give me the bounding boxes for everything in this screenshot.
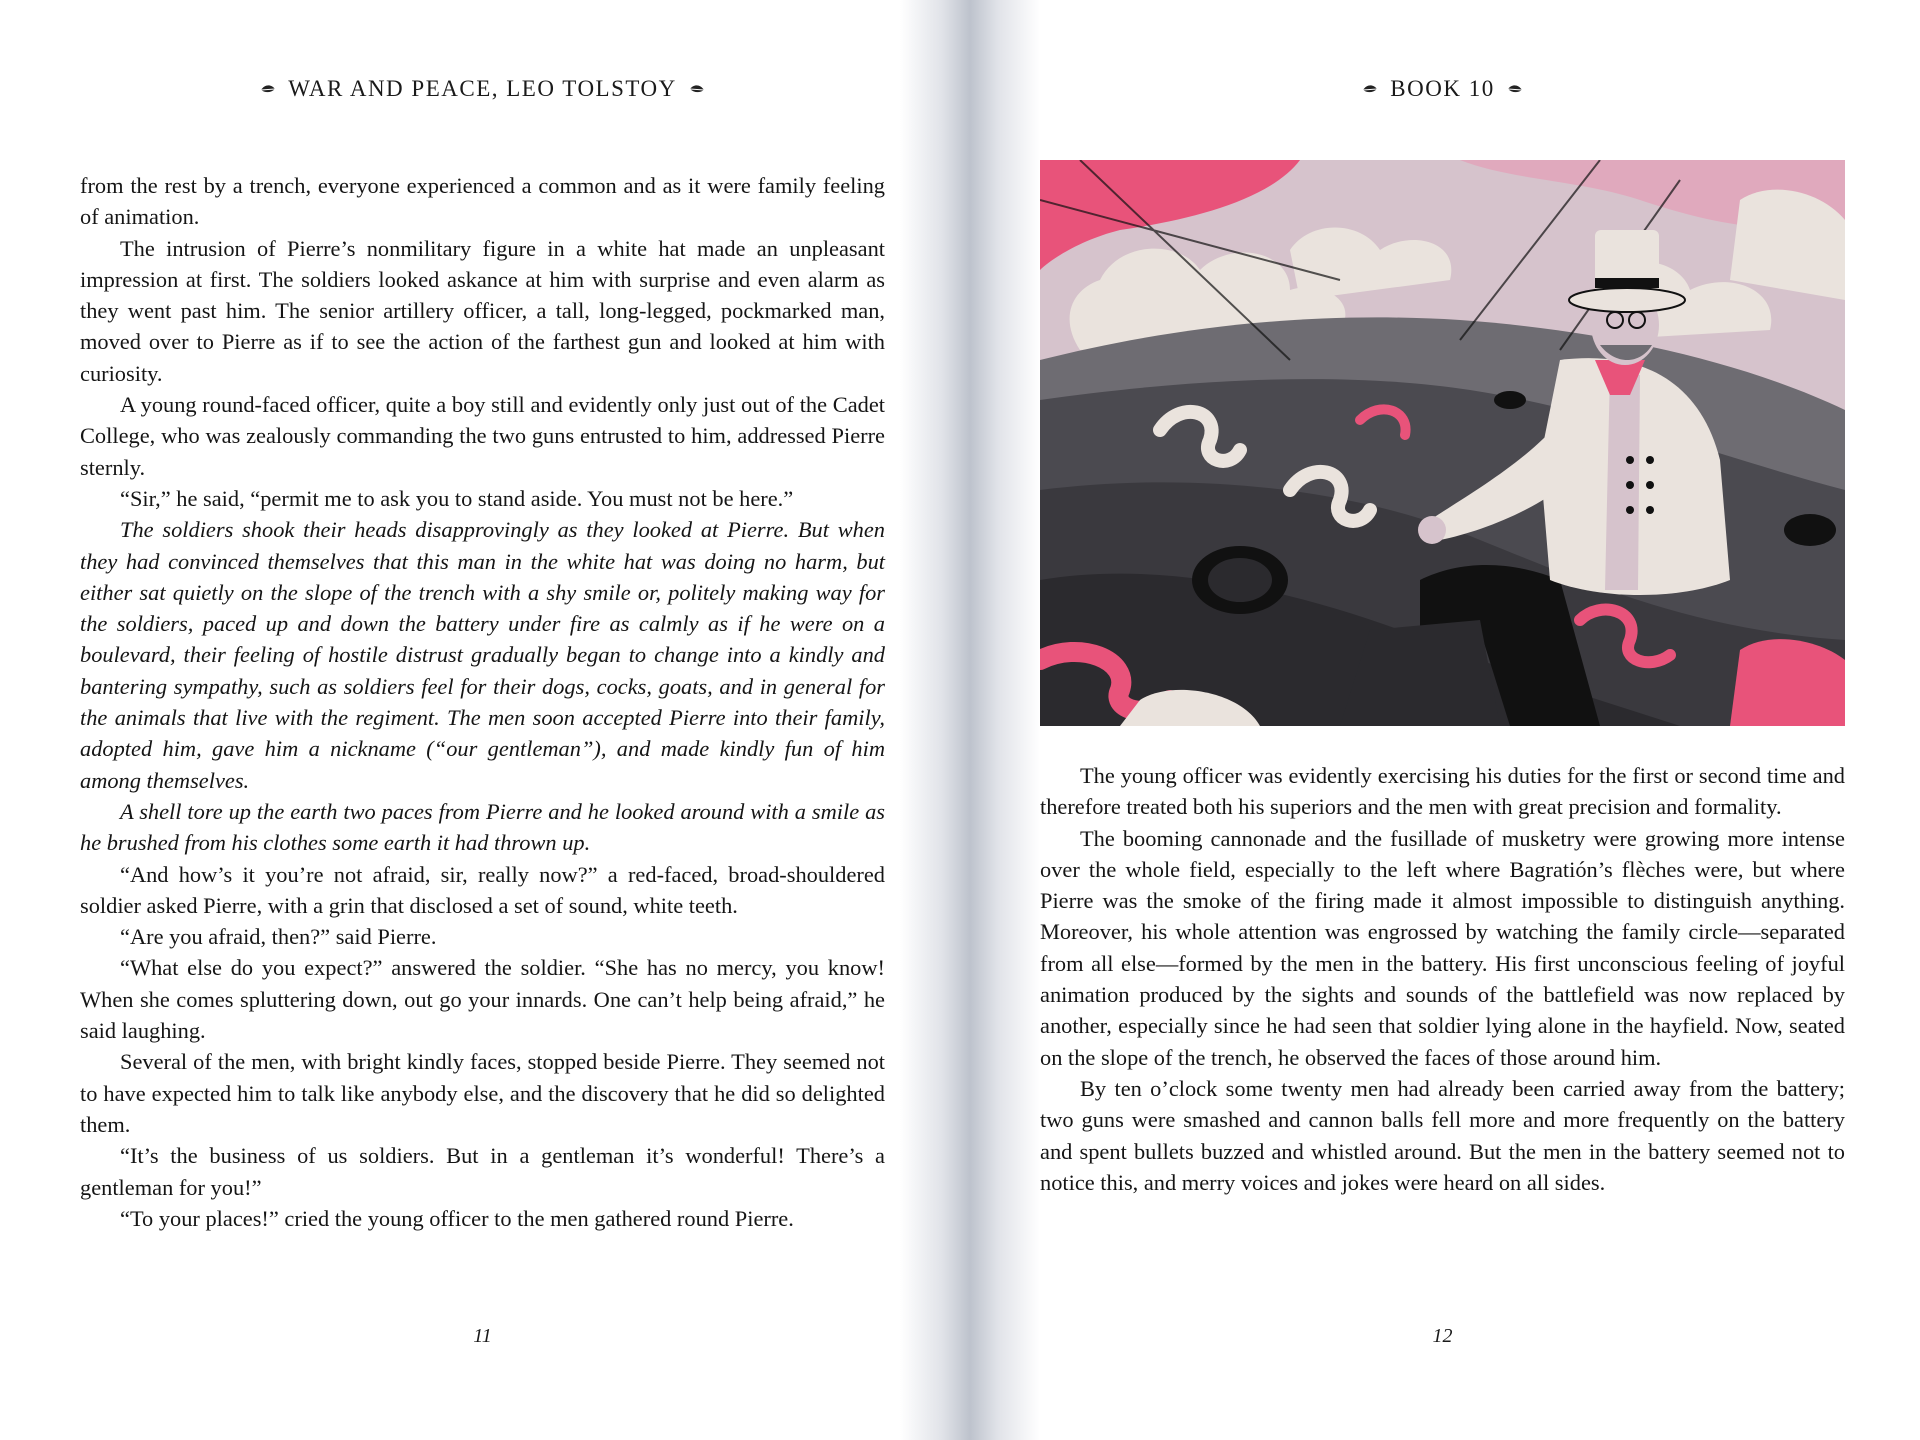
paragraph: The young officer was evidently exercising his duties for the first or second time and therefore treated both his superiors and the men with great precision and formality. — [1040, 763, 1845, 820]
right-page-body-text — [1040, 760, 1845, 1198]
paragraph: Several of the men, with bright kindly faces, stopped beside Pierre. They seemed not to have expected him to talk like anybody else, and the discovery that he did so delighted them. — [80, 1049, 885, 1137]
paragraph: “And how’s it you’re not afraid, sir, really now?” a red-faced, broad-shouldered soldier asked Pierre, with a grin that disclosed a set of sound, white teeth. — [80, 861, 885, 918]
paragraph: “Sir,” he said, “permit me to ask you to stand aside. You must not be here.” — [120, 485, 794, 511]
paragraph: A shell tore up the earth two paces from Pierre and he looked around with a smile as he brushed from his clothes some earth it had thrown up. — [80, 798, 885, 856]
paragraph: “What else do you expect?” answered the soldier. “She has no mercy, you know! When she comes spluttering down, out go your innards. One can’t help being afraid,” he said laughing. — [80, 955, 885, 1044]
paragraph: “Are you afraid, then?” said Pierre. — [120, 924, 437, 950]
page-number-right: 12 — [1432, 1325, 1453, 1347]
header-book-number: BOOK 10 — [1390, 76, 1495, 101]
paragraph: By ten o’clock some twenty men had already been carried away from the battery; two guns were smashed and cannon balls fell more and more frequently on the battery and spent bullets buzzed and whistled around. But the men in the battery seemed not to notice this, and merry voices and jokes were heard on all sides. — [1040, 1075, 1845, 1195]
page-number-left: 11 — [473, 1325, 492, 1347]
battle-illustration — [1040, 160, 1845, 726]
illustration-pierre-on-battlefield — [1040, 160, 1845, 726]
paragraph: The booming cannonade and the fusillade of musketry were growing more intense over the whole field, especially to the left where Bagratión’s flèches were, but where Pierre was the smoke of the firing made it almost impossible to distinguish anything. Moreover, his whole attention was engrossed by watching the family circle—separated from all else—formed by the men in the battery. His first unconscious feeling of joyful animation produced by the sights and sounds of the battlefield was now replaced by another, especially since he had seen that soldier lying alone in the hayfield. Now, seated on the slope of the trench, he observed the faces of those around him. — [1040, 825, 1845, 1070]
running-header-left — [80, 74, 885, 104]
paragraph: “To your places!” cried the young officer to the men gathered round Pierre. — [120, 1205, 794, 1231]
paragraph: The intrusion of Pierre’s nonmilitary figure in a white hat made an unpleasant impression at first. The soldiers looked askance at him with surprise and even alarm as they went past him. The senior artillery officer, a tall, long-legged, pockmarked man, moved over to Pierre as if to see the action of the farthest gun and looked at him with curiosity. — [80, 235, 885, 386]
leaf-ornament-icon — [260, 81, 276, 97]
left-page-body-text — [80, 170, 885, 1234]
leaf-ornament-icon — [1507, 81, 1523, 97]
right-page — [960, 0, 1920, 1440]
header-title: WAR AND PEACE, LEO TOLSTOY — [288, 76, 677, 101]
paragraph: The soldiers shook their heads disapprovingly as they looked at Pierre. But when they had convinced themselves that this man in the white hat was doing no harm, but either sat quietly on the slope of the trench with a shy smile or, politely making way for the soldiers, paced up and down the battery under fire as calmly as if he were on a boulevard, their feeling of hostile distrust gradually began to change into a kindly and bantering sympathy, such as soldiers feel for their dogs, cocks, goats, and in general for the animals that live with the regiment. The men soon accepted Pierre into their family, adopted him, gave him a nickname (“our gentleman”), and made kindly fun of him among themselves. — [80, 517, 885, 793]
paragraph: from the rest by a trench, everyone experienced a common and as it were family feeling of animation. — [80, 173, 885, 230]
running-header-right — [1040, 74, 1845, 104]
leaf-ornament-icon — [1362, 81, 1378, 97]
paragraph: “It’s the business of us soldiers. But in a gentleman it’s wonderful! There’s a gentleman for you!” — [80, 1143, 885, 1200]
paragraph: A young round-faced officer, quite a boy still and evidently only just out of the Cadet College, who was zealously commanding the two guns entrusted to him, addressed Pierre sternly. — [80, 392, 885, 480]
leaf-ornament-icon — [689, 81, 705, 97]
